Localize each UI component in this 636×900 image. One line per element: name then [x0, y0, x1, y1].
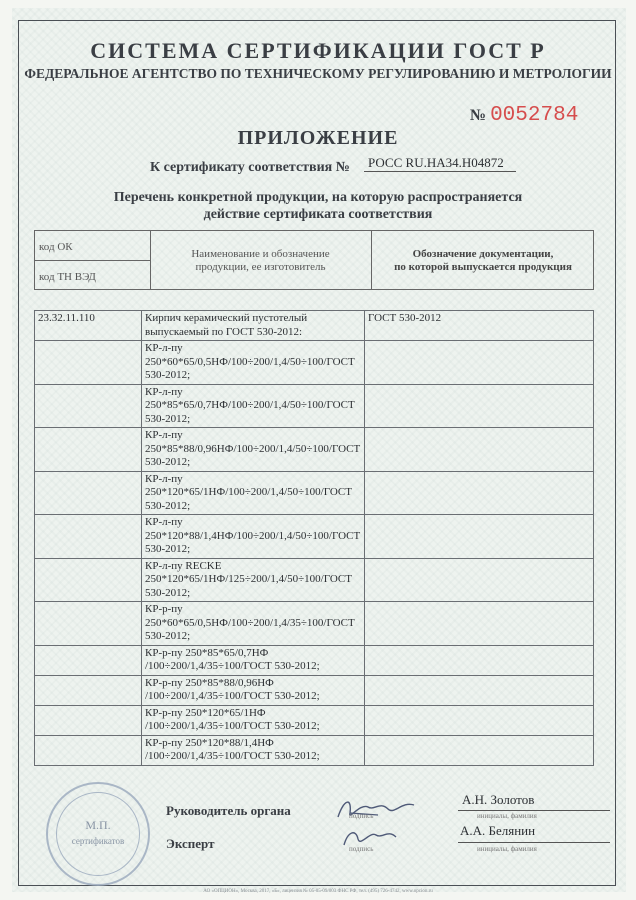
row-doc-cell — [365, 341, 594, 385]
appendix-title: ПРИЛОЖЕНИЕ — [237, 127, 399, 149]
row-product-cell — [142, 341, 365, 385]
row-code-cell — [35, 558, 142, 602]
row-product-cell — [142, 735, 365, 765]
header-code-tnved: код ТН ВЭД — [39, 271, 96, 283]
product-line: /100÷200/1,4/35÷100/ГОСТ 530-2012; — [145, 720, 320, 732]
row-code-cell — [35, 471, 142, 515]
product-line: 250*60*65/0,5НФ/100÷200/1,4/50÷100/ГОСТ — [145, 355, 355, 368]
signature-caption-expert: подпись — [349, 845, 374, 853]
stamp-mp-text: М.П. — [85, 818, 111, 832]
product-line: КР-р-пу 250*85*65/0,7НФ — [145, 646, 269, 659]
header-code-cell — [35, 231, 151, 289]
cert-reference-number: РОСС RU.HA34.H04872 — [368, 155, 504, 170]
row-doc-cell — [365, 602, 594, 646]
product-line: 250*120*65/1НФ/100÷200/1,4/50÷100/ГОСТ — [145, 486, 352, 498]
product-table — [34, 310, 594, 766]
row-doc-cell — [365, 428, 594, 472]
row-code-cell — [35, 341, 142, 385]
table-row — [35, 705, 594, 735]
row-product-cell — [142, 471, 365, 515]
row-code-cell — [35, 675, 142, 705]
number-sign: № — [470, 107, 487, 124]
row-doc-cell — [365, 705, 594, 735]
row-product-cell — [142, 705, 365, 735]
system-title: СИСТЕМА СЕРТИФИКАЦИИ ГОСТ Р — [90, 38, 546, 63]
row-product-cell — [142, 675, 365, 705]
product-line: 530-2012; — [145, 586, 191, 599]
product-line: КР-л-пу — [145, 516, 183, 528]
table-row — [35, 558, 594, 602]
header-document-label: Обозначение документации, по которой выпускается продукция — [394, 248, 572, 273]
row-code-cell — [35, 515, 142, 559]
table-row — [35, 515, 594, 559]
table-row — [35, 645, 594, 675]
product-line: 250*120*65/1НФ/125÷200/1,4/50÷100/ГОСТ — [145, 573, 352, 585]
table-row — [35, 341, 594, 385]
row-code-cell — [35, 645, 142, 675]
product-line: 530-2012; — [145, 369, 191, 381]
head-name: А.Н. Золотов — [462, 792, 535, 807]
product-line: /100÷200/1,4/35÷100/ГОСТ 530-2012; — [145, 750, 320, 762]
name-caption-head: инициалы, фамилия — [477, 812, 537, 820]
table-header — [34, 230, 594, 290]
head-label: Руководитель органа — [166, 803, 291, 818]
product-line: КР-л-пу RECKE — [145, 559, 222, 572]
list-heading-line1: Перечень конкретной продукции, на которую распространяется — [113, 190, 523, 205]
product-line: КР-л-пу — [145, 429, 183, 441]
row-doc-cell: ГОСТ 530-2012 — [365, 311, 594, 341]
row-product-cell — [142, 602, 365, 646]
table-row — [35, 384, 594, 428]
table-row — [35, 735, 594, 765]
header-code-ok: код ОК — [39, 241, 73, 253]
row-product-cell — [142, 384, 365, 428]
table-row — [35, 471, 594, 515]
product-line: 250*85*88/0,96НФ/100÷200/1,4/50÷100/ГОСТ — [145, 442, 361, 455]
product-line: 530-2012; — [145, 630, 191, 642]
head-name-underline — [458, 810, 610, 811]
row-code-cell — [35, 384, 142, 428]
row-doc-cell — [365, 384, 594, 428]
agency-title: ФЕДЕРАЛЬНОЕ АГЕНТСТВО ПО ТЕХНИЧЕСКОМУ РЕГУЛИРОВАНИЮ И МЕТРОЛОГИИ — [24, 66, 612, 81]
expert-name: А.А. Белянин — [460, 823, 536, 838]
table-row — [35, 675, 594, 705]
product-line: 530-2012; — [145, 543, 191, 555]
product-line: 250*120*88/1,4НФ/100÷200/1,4/50÷100/ГОСТ — [145, 529, 361, 542]
product-line: КР-л-пу — [145, 472, 183, 485]
seal-stamp — [46, 782, 150, 886]
product-line: КР-р-пу 250*120*65/1НФ — [145, 706, 266, 719]
product-line: 530-2012; — [145, 456, 191, 468]
product-line: /100÷200/1,4/35÷100/ГОСТ 530-2012; — [145, 690, 320, 702]
printer-footer: АО «ОПЦИОН», Москва, 2017, «Б», лицензия № 05-05-09/003 ФНС РФ, тел. (495) 726-4742, www.opcion.ru — [203, 889, 433, 894]
row-doc-cell — [365, 515, 594, 559]
product-line: КР-л-пу — [145, 342, 183, 354]
row-code-cell — [35, 428, 142, 472]
product-line: КР-л-пу — [145, 385, 183, 398]
row-code-cell — [35, 735, 142, 765]
product-line: 530-2012; — [145, 499, 191, 512]
cert-reference-label: К сертификату соответствия № — [150, 160, 350, 175]
form-number — [470, 104, 578, 127]
header-product-label: Наименование и обозначение продукции, ее изготовитель — [191, 248, 330, 273]
product-line: Кирпич керамический пустотелый — [145, 312, 308, 324]
product-line: 250*85*65/0,7НФ/100÷200/1,4/50÷100/ГОСТ — [145, 399, 355, 411]
row-doc-cell — [365, 645, 594, 675]
product-line: 250*60*65/0,5НФ/100÷200/1,4/35÷100/ГОСТ — [145, 616, 355, 629]
product-line: КР-р-пу — [145, 603, 183, 615]
product-line: КР-р-пу 250*120*88/1,4НФ — [145, 736, 274, 749]
row-product-cell — [142, 515, 365, 559]
row-code-cell: 23.32.11.110 — [35, 311, 142, 341]
row-product-cell — [142, 558, 365, 602]
stamp-sub-text: сертификатов — [71, 836, 125, 846]
expert-signature — [330, 825, 420, 851]
product-line: /100÷200/1,4/35÷100/ГОСТ 530-2012; — [145, 660, 320, 672]
serial-number: 0052784 — [490, 104, 579, 127]
row-doc-cell — [365, 675, 594, 705]
cert-number-underline — [364, 171, 516, 172]
product-line: КР-р-пу 250*85*88/0,96НФ — [145, 676, 274, 689]
head-signature — [330, 795, 420, 825]
row-doc-cell — [365, 735, 594, 765]
list-heading-line2: действие сертификата соответствия — [203, 207, 433, 222]
table-row — [35, 602, 594, 646]
row-product-cell — [142, 311, 365, 341]
expert-label: Эксперт — [166, 836, 215, 851]
row-doc-cell — [365, 471, 594, 515]
header-code-divider — [35, 260, 150, 261]
row-product-cell — [142, 428, 365, 472]
row-doc-cell — [365, 558, 594, 602]
row-code-cell — [35, 602, 142, 646]
expert-name-underline — [458, 842, 610, 843]
table-row — [35, 428, 594, 472]
table-row — [35, 311, 594, 341]
product-line: 530-2012; — [145, 412, 191, 425]
row-code-cell — [35, 705, 142, 735]
row-product-cell — [142, 645, 365, 675]
product-line: выпускаемый по ГОСТ 530-2012: — [145, 325, 303, 338]
name-caption-expert: инициалы, фамилия — [477, 845, 537, 853]
signature-caption-head: подпись — [349, 812, 374, 820]
